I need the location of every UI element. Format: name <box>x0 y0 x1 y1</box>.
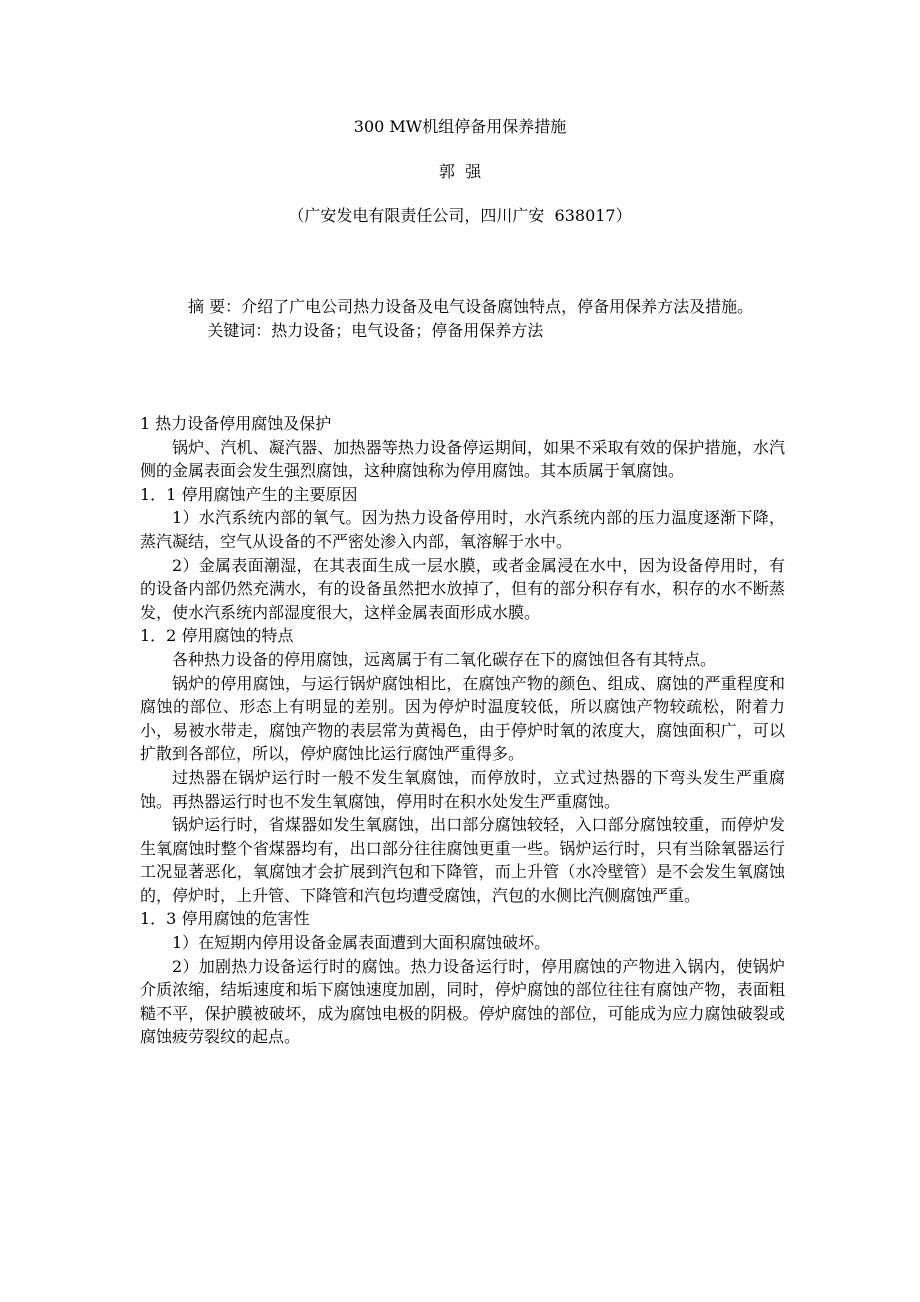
keywords-line: 关键词：热力设备；电气设备；停备用保养方法 <box>207 320 544 340</box>
section-heading: 1．2 停用腐蚀的特点 <box>140 626 294 646</box>
author-affiliation: （广安发电有限责任公司，四川广安 638017） <box>288 206 632 225</box>
body-paragraph: 过热器在锅炉运行时一般不发生氧腐蚀，而停放时，立式过热器的下弯头发生严重腐蚀。再热器运行时也不发生氧腐蚀，停用时在积水处发生严重腐蚀。 <box>140 767 785 811</box>
body-paragraph: 锅炉的停用腐蚀，与运行锅炉腐蚀相比，在腐蚀产物的颜色、组成、腐蚀的严重程度和腐蚀的部位、形态上有明显的差别。因为停炉时温度较低，所以腐蚀产物较疏松，附着力小，易被水带走，腐蚀产物的表层常为黄褐色，由于停炉时氧的浓度大，腐蚀面积广，可以扩散到各部位，所以，停炉腐蚀比运行腐蚀严重得多。 <box>140 673 785 764</box>
main-body <box>140 412 785 1049</box>
section-heading: 1 热力设备停用腐蚀及保护 <box>140 414 332 433</box>
body-paragraph: 1）在短期内停用设备金属表面遭到大面积腐蚀破坏。 <box>172 933 551 953</box>
body-paragraph: 2）加剧热力设备运行时的腐蚀。热力设备运行时，停用腐蚀的产物进入锅内，使锅炉介质浓缩，结垢速度和垢下腐蚀速度加剧，同时，停炉腐蚀的部位往往有腐蚀产物，表面粗糙不平，保护膜被破坏，成为腐蚀电极的阴极。停炉腐蚀的部位，可能成为应力腐蚀破裂或腐蚀疲劳裂纹的起点。 <box>140 956 785 1047</box>
abstract-section <box>140 295 785 342</box>
abstract-text: 摘 要：介绍了广电公司热力设备及电气设备腐蚀特点，停备用保养方法及措施。 <box>188 297 754 316</box>
section-heading: 1．1 停用腐蚀产生的主要原因 <box>140 484 358 504</box>
author-name: 郭 强 <box>438 162 482 181</box>
section-heading: 1．3 停用腐蚀的危害性 <box>140 909 310 929</box>
body-paragraph: 各种热力设备的停用腐蚀，远离属于有二氧化碳存在下的腐蚀但各有其特点。 <box>172 649 717 669</box>
body-paragraph: 锅炉运行时，省煤器如发生氧腐蚀，出口部分腐蚀较轻，入口部分腐蚀较重，而停炉发生氧腐蚀时整个省煤器均有，出口部分往往腐蚀更重一些。锅炉运行时，只有当除氧器运行工况显著恶化，氧腐蚀才会扩展到汽包和下降管，而上升管（水冷壁管）是不会发生氧腐蚀的，停炉时，上升管、下降管和汽包均遭受腐蚀，汽包的水侧比汽侧腐蚀严重。 <box>140 815 785 905</box>
body-paragraph: 2）金属表面潮湿，在其表面生成一层水膜，或者金属浸在水中，因为设备停用时，有的设备内部仍然充满水，有的设备虽然把水放掉了，但有的部分积存有水，积存的水不断蒸发，使水汽系统内部湿度很大，这样金属表面形成水膜。 <box>140 555 785 622</box>
body-paragraph: 锅炉、汽机、凝汽器、加热器等热力设备停运期间，如果不采取有效的保护措施，水汽侧的金属表面会发生强烈腐蚀，这种腐蚀称为停用腐蚀。其本质属于氧腐蚀。 <box>140 437 785 481</box>
document-title: 300 MW机组停备用保养措施 <box>353 117 567 136</box>
body-paragraph: 1）水汽系统内部的氧气。因为热力设备停用时，水汽系统内部的压力温度逐渐下降，蒸汽凝结，空气从设备的不严密处渗入内部，氧溶解于水中。 <box>140 508 785 551</box>
